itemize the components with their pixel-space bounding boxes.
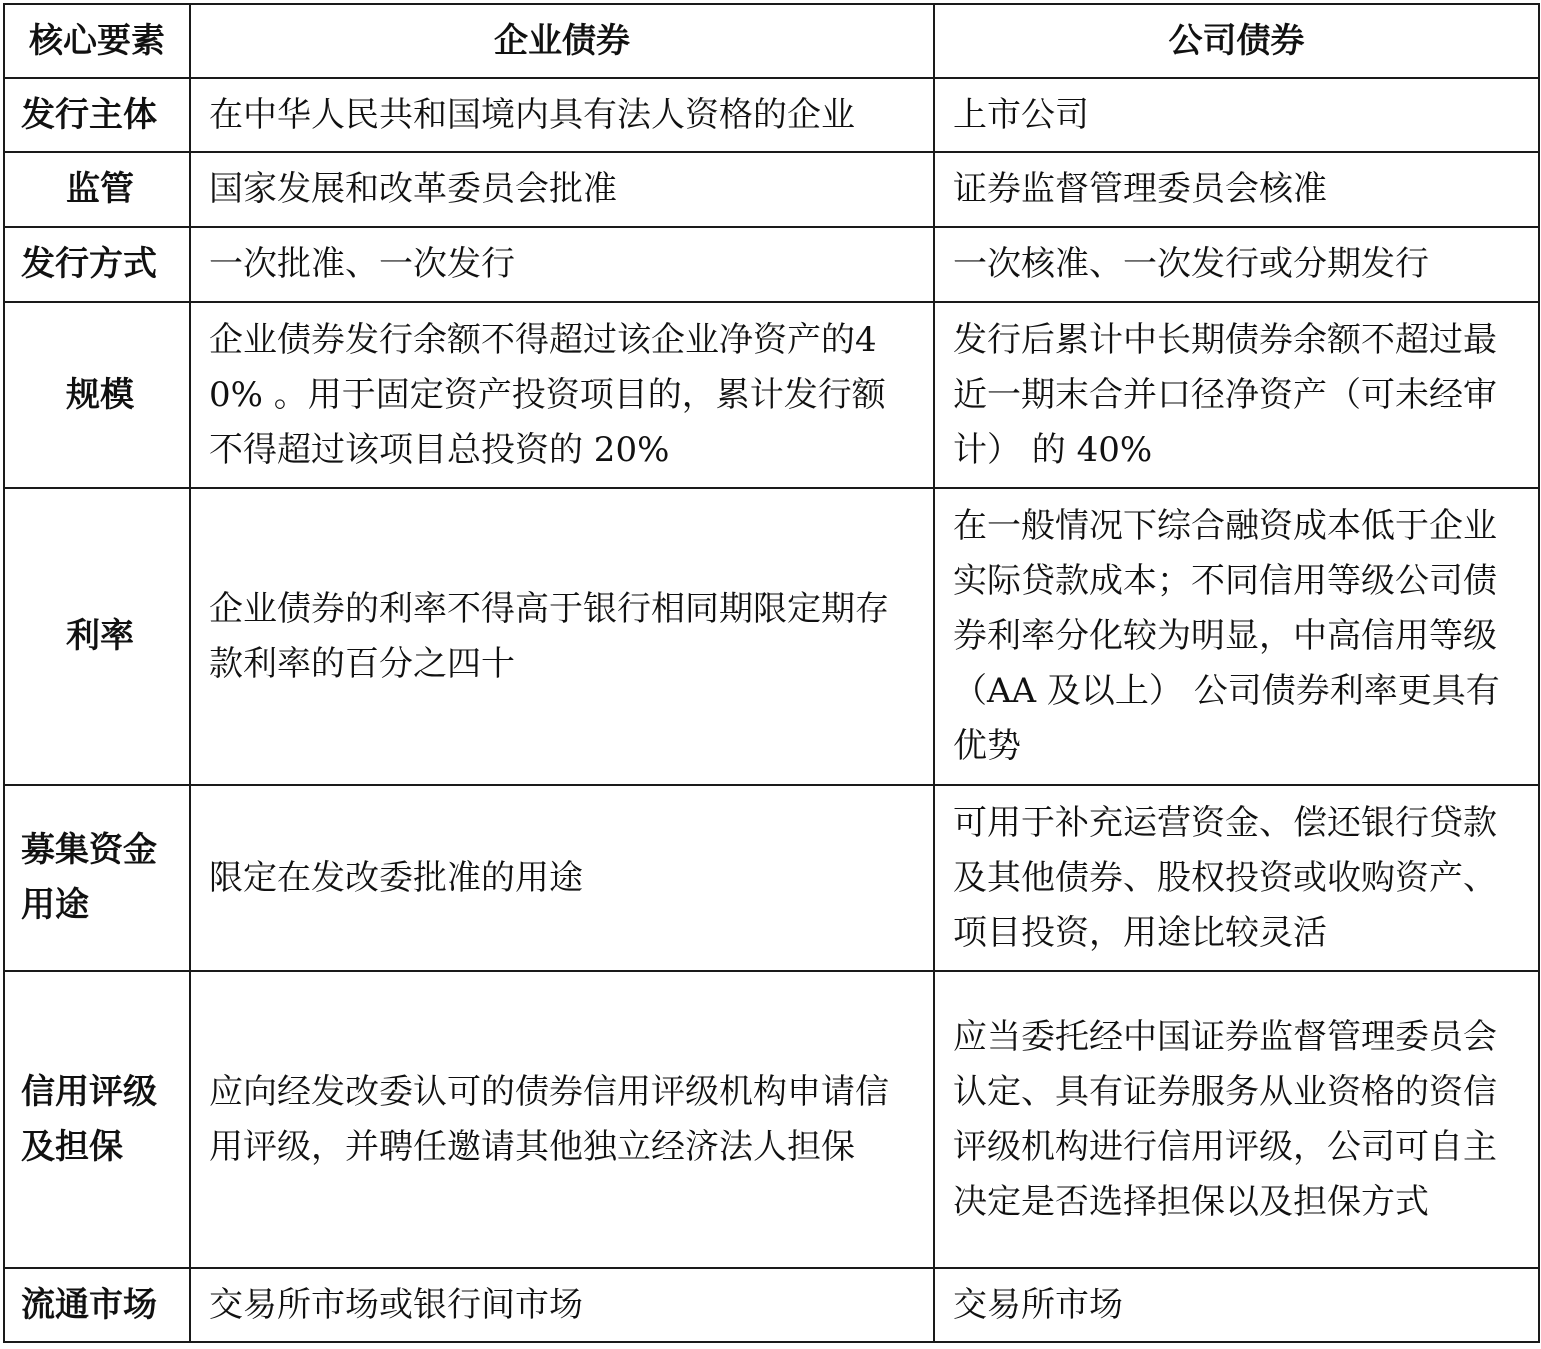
table-row [4, 152, 1539, 227]
enterprise-bond-cell: 国家发展和改革委员会批准 [190, 152, 934, 227]
table-row [4, 78, 1539, 152]
table-row [4, 488, 1539, 785]
table-row [4, 302, 1539, 488]
company-bond-cell: 可用于补充运营资金、偿还银行贷款及其他债券、股权投资或收购资产、项目投资，用途比较灵活 [934, 785, 1539, 971]
header-enterprise-bond: 企业债券 [190, 4, 934, 78]
row-key: 发行主体 [4, 78, 190, 152]
company-bond-cell: 应当委托经中国证券监督管理委员会认定、具有证券服务从业资格的资信评级机构进行信用评级，公司可自主决定是否选择担保以及担保方式 [934, 971, 1539, 1268]
bond-comparison-table [3, 3, 1540, 1343]
header-company-bond: 公司债券 [934, 4, 1539, 78]
company-bond-cell: 交易所市场 [934, 1268, 1539, 1342]
company-bond-cell: 发行后累计中长期债券余额不超过最近一期末合并口径净资产（可未经审计） 的 40% [934, 302, 1539, 488]
row-key: 规模 [4, 302, 190, 488]
enterprise-bond-cell: 应向经发改委认可的债券信用评级机构申请信用评级，并聘任邀请其他独立经济法人担保 [190, 971, 934, 1268]
enterprise-bond-cell: 一次批准、一次发行 [190, 227, 934, 302]
row-key: 信用评级及担保 [4, 971, 190, 1268]
enterprise-bond-cell: 企业债券的利率不得高于银行相同期限定期存款利率的百分之四十 [190, 488, 934, 785]
table-row [4, 227, 1539, 302]
table-header-row [4, 4, 1539, 78]
table-row [4, 1268, 1539, 1342]
row-key: 利率 [4, 488, 190, 785]
table-row [4, 785, 1539, 971]
row-key: 监管 [4, 152, 190, 227]
enterprise-bond-cell: 企业债券发行余额不得超过该企业净资产的40% 。用于固定资产投资项目的，累计发行额不得超过该项目总投资的 20% [190, 302, 934, 488]
row-key: 募集资金用途 [4, 785, 190, 971]
company-bond-cell: 一次核准、一次发行或分期发行 [934, 227, 1539, 302]
company-bond-cell: 证券监督管理委员会核准 [934, 152, 1539, 227]
row-key: 发行方式 [4, 227, 190, 302]
company-bond-cell: 上市公司 [934, 78, 1539, 152]
company-bond-cell: 在一般情况下综合融资成本低于企业实际贷款成本；不同信用等级公司债券利率分化较为明显，中高信用等级（AA 及以上） 公司债券利率更具有优势 [934, 488, 1539, 785]
header-core-element: 核心要素 [4, 4, 190, 78]
enterprise-bond-cell: 交易所市场或银行间市场 [190, 1268, 934, 1342]
enterprise-bond-cell: 限定在发改委批准的用途 [190, 785, 934, 971]
enterprise-bond-cell: 在中华人民共和国境内具有法人资格的企业 [190, 78, 934, 152]
table-row [4, 971, 1539, 1268]
row-key: 流通市场 [4, 1268, 190, 1342]
